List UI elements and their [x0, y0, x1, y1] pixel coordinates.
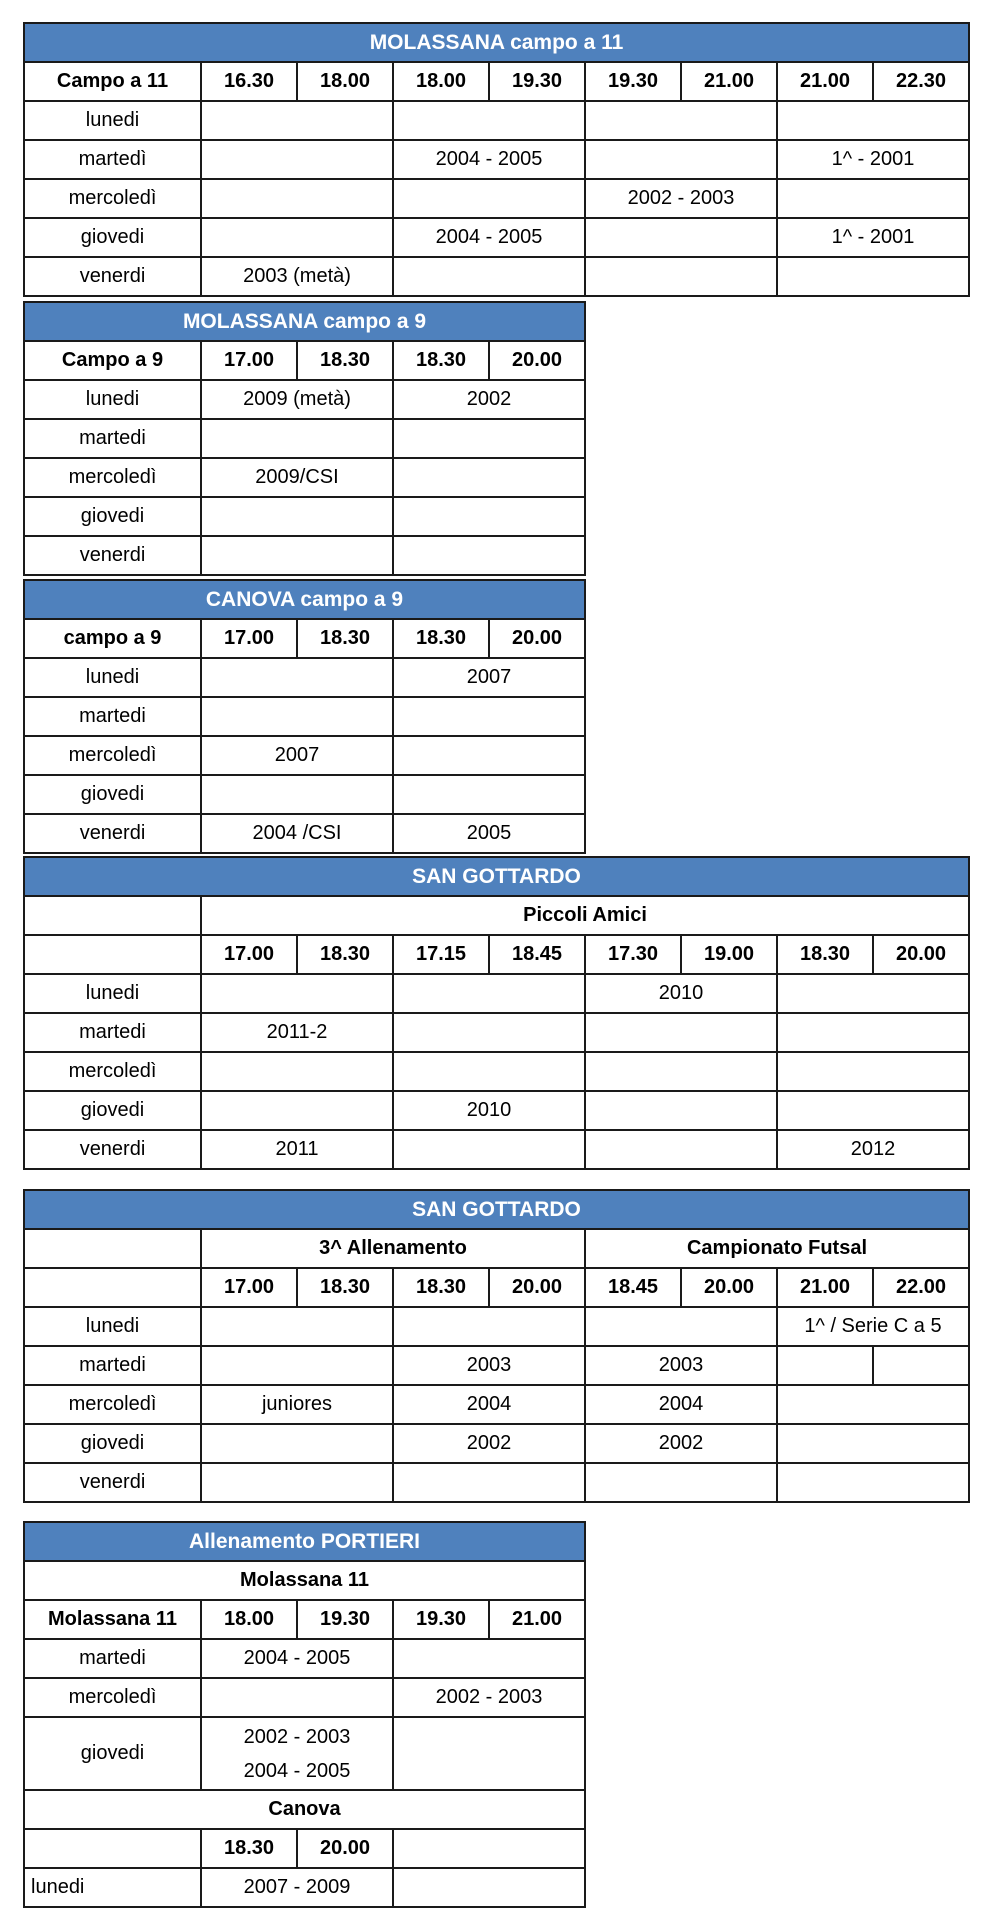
- day-cell: mercoledì: [24, 458, 201, 497]
- time-cell: 21.00: [777, 1268, 873, 1307]
- time-cell: 18.45: [489, 935, 585, 974]
- table-title: CANOVA campo a 9: [24, 580, 585, 619]
- table-title: MOLASSANA campo a 11: [24, 23, 969, 62]
- header-cell: Campo a 11: [24, 62, 201, 101]
- header-row: [24, 1268, 969, 1307]
- time-cell: 18.00: [393, 62, 489, 101]
- slot-cell: [585, 257, 777, 296]
- table-row: [24, 974, 969, 1013]
- slot-cell: [201, 1346, 393, 1385]
- table-row: [24, 697, 585, 736]
- table-row: [24, 1717, 585, 1790]
- time-cell: 18.00: [297, 62, 393, 101]
- allenamento-portieri-table: [23, 1521, 586, 1908]
- slot-cell: 2007 - 2009: [201, 1868, 393, 1907]
- slot-cell: [585, 140, 777, 179]
- slot-cell: 2011: [201, 1130, 393, 1169]
- time-cell: 18.00: [201, 1600, 297, 1639]
- san-gottardo-futsal-table: [23, 1189, 970, 1503]
- table-title: SAN GOTTARDO: [24, 1190, 969, 1229]
- table-row: [24, 1052, 969, 1091]
- slot-cell: [201, 140, 393, 179]
- table-row: [24, 140, 969, 179]
- slot-cell: [201, 419, 393, 458]
- slot-cell: 1^ - 2001: [777, 140, 969, 179]
- header-row: [24, 619, 585, 658]
- group-row: [24, 1229, 969, 1268]
- day-cell: giovedi: [24, 1717, 201, 1790]
- header-row: [24, 341, 585, 380]
- time-cell: 18.30: [777, 935, 873, 974]
- slot-cell: [201, 1424, 393, 1463]
- slot-cell: [201, 658, 393, 697]
- time-cell: 18.45: [585, 1268, 681, 1307]
- slot-cell: [393, 257, 585, 296]
- slot-cell: [201, 1052, 393, 1091]
- slot-cell: [585, 1130, 777, 1169]
- day-cell: venerdi: [24, 814, 201, 853]
- group-label: 3^ Allenamento: [201, 1229, 585, 1268]
- empty-cell: [24, 1268, 201, 1307]
- time-cell: 22.30: [873, 62, 969, 101]
- time-cell: 20.00: [873, 935, 969, 974]
- slot-cell: 2007: [393, 658, 585, 697]
- slot-cell: [201, 179, 393, 218]
- slot-cell: [201, 775, 393, 814]
- time-cell: 18.30: [297, 935, 393, 974]
- slot-cell: [201, 697, 393, 736]
- day-cell: venerdi: [24, 1130, 201, 1169]
- table-row: [24, 380, 585, 419]
- slot-cell: [201, 1678, 393, 1717]
- header-row: [24, 62, 969, 101]
- table-title: SAN GOTTARDO: [24, 857, 969, 896]
- slot-cell: 2003 (metà): [201, 257, 393, 296]
- slot-cell: 2002: [393, 1424, 585, 1463]
- day-cell: lunedi: [24, 1868, 201, 1907]
- time-cell: 19.30: [297, 1600, 393, 1639]
- slot-cell: 2009/CSI: [201, 458, 393, 497]
- slot-cell: 2002 - 2003: [585, 179, 777, 218]
- table-row: [24, 1678, 585, 1717]
- day-cell: martedi: [24, 697, 201, 736]
- slot-cell: [393, 536, 585, 575]
- table-row: [24, 1424, 969, 1463]
- slot-cell: [873, 1346, 969, 1385]
- slot-cell: [393, 1868, 585, 1907]
- empty-cell: [24, 1229, 201, 1268]
- table-row: [24, 1385, 969, 1424]
- table-row: [24, 179, 969, 218]
- canova-campo-9-table: [23, 579, 586, 854]
- slot-line: 2002 - 2003: [243, 1725, 351, 1748]
- table-row: [24, 1130, 969, 1169]
- slot-cell: 2012: [777, 1130, 969, 1169]
- table-row: [24, 497, 585, 536]
- time-cell: 18.30: [297, 619, 393, 658]
- header-cell: Campo a 9: [24, 341, 201, 380]
- day-cell: martedi: [24, 419, 201, 458]
- day-cell: mercoledì: [24, 1385, 201, 1424]
- slot-cell: 2009 (metà): [201, 380, 393, 419]
- time-cell: 20.00: [489, 341, 585, 380]
- day-cell: martedì: [24, 140, 201, 179]
- time-cell: 18.30: [393, 341, 489, 380]
- slot-cell: 2010: [585, 974, 777, 1013]
- table-row: [24, 775, 585, 814]
- san-gottardo-piccoli-amici-table: [23, 856, 970, 1170]
- header-cell: Molassana 11: [24, 1600, 201, 1639]
- time-cell: 18.30: [393, 1268, 489, 1307]
- table-row: [24, 1307, 969, 1346]
- slot-cell: [777, 1463, 969, 1502]
- slot-cell: [777, 1013, 969, 1052]
- slot-cell: [201, 536, 393, 575]
- table-row: [24, 218, 969, 257]
- empty-cell: [393, 1829, 585, 1868]
- day-cell: lunedi: [24, 658, 201, 697]
- day-cell: venerdi: [24, 257, 201, 296]
- slot-cell: [585, 218, 777, 257]
- time-cell: 18.30: [297, 341, 393, 380]
- empty-cell: [24, 896, 201, 935]
- day-cell: giovedi: [24, 218, 201, 257]
- time-cell: 16.30: [201, 62, 297, 101]
- slot-cell: [201, 218, 393, 257]
- slot-cell: 2002: [393, 380, 585, 419]
- time-cell: 21.00: [681, 62, 777, 101]
- venue-label: Canova: [24, 1790, 585, 1829]
- group-label: Piccoli Amici: [201, 896, 969, 935]
- slot-cell: [393, 974, 585, 1013]
- slot-cell: [393, 1717, 585, 1790]
- time-cell: 19.30: [393, 1600, 489, 1639]
- time-cell: 19.30: [489, 62, 585, 101]
- table-row: [24, 458, 585, 497]
- time-cell: 20.00: [681, 1268, 777, 1307]
- time-cell: 20.00: [489, 1268, 585, 1307]
- table-row: [24, 419, 585, 458]
- slot-cell: [585, 101, 777, 140]
- slot-cell: 2004 - 2005: [393, 218, 585, 257]
- time-cell: 19.30: [585, 62, 681, 101]
- time-cell: 21.00: [489, 1600, 585, 1639]
- day-cell: martedi: [24, 1346, 201, 1385]
- time-cell: 17.00: [201, 935, 297, 974]
- slot-cell: [393, 736, 585, 775]
- slot-cell: [393, 1307, 585, 1346]
- slot-cell: [393, 775, 585, 814]
- header-row: [24, 935, 969, 974]
- group-label: Campionato Futsal: [585, 1229, 969, 1268]
- table-row: [24, 257, 969, 296]
- time-cell: 19.00: [681, 935, 777, 974]
- slot-cell: [393, 101, 585, 140]
- slot-cell: [777, 1346, 873, 1385]
- slot-cell: 2003: [585, 1346, 777, 1385]
- group-row: [24, 896, 969, 935]
- slot-cell: [393, 1639, 585, 1678]
- slot-cell: [777, 1091, 969, 1130]
- slot-cell: [393, 497, 585, 536]
- slot-cell: 2010: [393, 1091, 585, 1130]
- table-row: [24, 101, 969, 140]
- table-row: [24, 1091, 969, 1130]
- slot-cell: [585, 1091, 777, 1130]
- slot-cell: 2004: [585, 1385, 777, 1424]
- time-cell: 17.00: [201, 341, 297, 380]
- day-cell: giovedi: [24, 775, 201, 814]
- table-row: [24, 1868, 585, 1907]
- slot-cell: [777, 974, 969, 1013]
- empty-cell: [24, 1829, 201, 1868]
- time-cell: 20.00: [489, 619, 585, 658]
- slot-cell: [201, 974, 393, 1013]
- slot-cell: [777, 257, 969, 296]
- table-title: Allenamento PORTIERI: [24, 1522, 585, 1561]
- table-row: [24, 658, 585, 697]
- slot-cell: 1^ - 2001: [777, 218, 969, 257]
- day-cell: giovedi: [24, 1091, 201, 1130]
- subheading-row: [24, 1561, 585, 1600]
- time-cell: 17.30: [585, 935, 681, 974]
- day-cell: giovedi: [24, 497, 201, 536]
- molassana-campo-9-table: [23, 301, 586, 576]
- day-cell: lunedi: [24, 974, 201, 1013]
- table-row: [24, 536, 585, 575]
- day-cell: martedi: [24, 1013, 201, 1052]
- day-cell: lunedi: [24, 1307, 201, 1346]
- day-cell: venerdi: [24, 536, 201, 575]
- slot-cell: [585, 1307, 777, 1346]
- day-cell: martedi: [24, 1639, 201, 1678]
- day-cell: mercoledì: [24, 1052, 201, 1091]
- table-title: MOLASSANA campo a 9: [24, 302, 585, 341]
- header-row: [24, 1829, 585, 1868]
- day-cell: mercoledì: [24, 1678, 201, 1717]
- slot-cell: 2002 - 2003: [393, 1678, 585, 1717]
- slot-cell: 2005: [393, 814, 585, 853]
- slot-cell: [201, 101, 393, 140]
- table-row: [24, 1463, 969, 1502]
- venue-label: Molassana 11: [24, 1561, 585, 1600]
- slot-line: 2004 - 2005: [243, 1759, 351, 1782]
- slot-cell: [585, 1052, 777, 1091]
- slot-cell: [393, 458, 585, 497]
- slot-cell: 2003: [393, 1346, 585, 1385]
- day-cell: mercoledì: [24, 179, 201, 218]
- subheading-row: [24, 1790, 585, 1829]
- slot-cell: [777, 1052, 969, 1091]
- day-cell: lunedi: [24, 380, 201, 419]
- day-cell: giovedi: [24, 1424, 201, 1463]
- slot-cell: [201, 497, 393, 536]
- day-cell: mercoledì: [24, 736, 201, 775]
- slot-cell: [777, 179, 969, 218]
- slot-cell: 2007: [201, 736, 393, 775]
- slot-cell: 2004 - 2005: [201, 1639, 393, 1678]
- molassana-campo-11-table: [23, 22, 970, 297]
- slot-cell: [393, 1130, 585, 1169]
- slot-cell: juniores: [201, 1385, 393, 1424]
- time-cell: 18.30: [297, 1268, 393, 1307]
- time-cell: 20.00: [297, 1829, 393, 1868]
- slot-cell: [777, 101, 969, 140]
- slot-cell: [201, 1307, 393, 1346]
- header-row: [24, 1600, 585, 1639]
- time-cell: 18.30: [201, 1829, 297, 1868]
- slot-cell: [585, 1013, 777, 1052]
- slot-cell: [201, 1463, 393, 1502]
- slot-cell: [585, 1463, 777, 1502]
- slot-cell: [393, 419, 585, 458]
- slot-cell: [393, 1013, 585, 1052]
- slot-cell: [201, 1091, 393, 1130]
- slot-cell: 1^ / Serie C a 5: [777, 1307, 969, 1346]
- slot-cell: 2004: [393, 1385, 585, 1424]
- table-row: [24, 1013, 969, 1052]
- table-row: [24, 814, 585, 853]
- slot-cell: [393, 1463, 585, 1502]
- slot-cell: [201, 1717, 393, 1790]
- time-cell: 21.00: [777, 62, 873, 101]
- time-cell: 18.30: [393, 619, 489, 658]
- day-cell: lunedi: [24, 101, 201, 140]
- slot-cell: 2011-2: [201, 1013, 393, 1052]
- slot-cell: [393, 1052, 585, 1091]
- time-cell: 17.15: [393, 935, 489, 974]
- table-row: [24, 736, 585, 775]
- slot-cell: 2004 /CSI: [201, 814, 393, 853]
- slot-cell: [777, 1424, 969, 1463]
- day-cell: venerdi: [24, 1463, 201, 1502]
- slot-cell: [393, 697, 585, 736]
- slot-cell: [777, 1385, 969, 1424]
- table-row: [24, 1639, 585, 1678]
- time-cell: 17.00: [201, 619, 297, 658]
- slot-cell: 2002: [585, 1424, 777, 1463]
- empty-cell: [24, 935, 201, 974]
- time-cell: 22.00: [873, 1268, 969, 1307]
- table-row: [24, 1346, 969, 1385]
- slot-cell: 2004 - 2005: [393, 140, 585, 179]
- slot-cell: [393, 179, 585, 218]
- time-cell: 17.00: [201, 1268, 297, 1307]
- header-cell: campo a 9: [24, 619, 201, 658]
